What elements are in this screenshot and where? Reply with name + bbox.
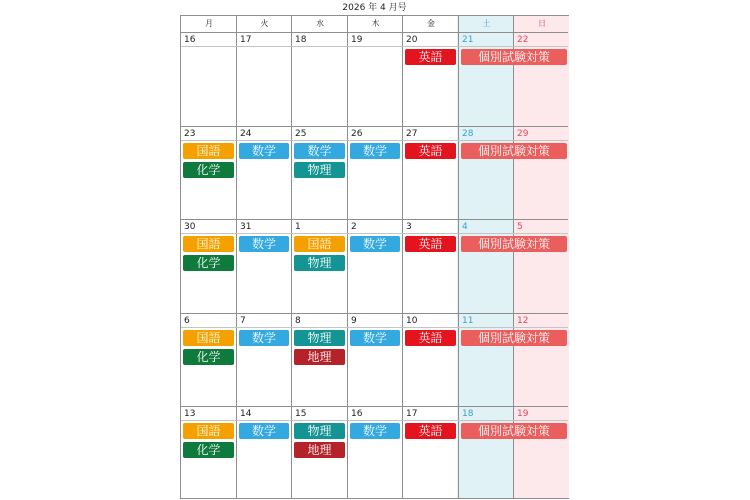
event-tag-chiri[interactable]: 地理	[294, 442, 345, 458]
event-tag-kobetsu[interactable]: 個別試験対策	[461, 143, 567, 159]
day-number[interactable]: 27	[406, 129, 418, 139]
event-tag-eigo[interactable]: 英語	[405, 330, 456, 346]
day-number[interactable]: 16	[184, 35, 196, 45]
event-tag-kagaku[interactable]: 化学	[183, 442, 234, 458]
column-divider	[458, 16, 459, 498]
event-tag-chiri[interactable]: 地理	[294, 349, 345, 365]
daynum-divider	[181, 233, 568, 234]
day-number[interactable]: 26	[351, 129, 363, 139]
day-number[interactable]: 9	[351, 316, 357, 326]
event-tag-eigo[interactable]: 英語	[405, 236, 456, 252]
day-number[interactable]: 29	[517, 129, 529, 139]
week-divider	[181, 126, 568, 127]
day-number[interactable]: 17	[406, 409, 418, 419]
day-number[interactable]: 4	[462, 222, 468, 232]
weekday-header-4: 金	[427, 19, 435, 28]
day-number[interactable]: 19	[517, 409, 529, 419]
event-tag-kokugo[interactable]: 国語	[183, 236, 234, 252]
day-number[interactable]: 8	[295, 316, 301, 326]
event-tag-kokugo[interactable]: 国語	[183, 330, 234, 346]
monthly-calendar	[180, 15, 569, 499]
day-number[interactable]: 1	[295, 222, 301, 232]
event-tag-kobetsu[interactable]: 個別試験対策	[461, 330, 567, 346]
column-divider	[347, 16, 348, 498]
event-tag-kobetsu[interactable]: 個別試験対策	[461, 423, 567, 439]
week-divider	[181, 219, 568, 220]
event-tag-sugaku[interactable]: 数学	[239, 143, 289, 159]
day-number[interactable]: 30	[184, 222, 196, 232]
daynum-divider	[181, 140, 568, 141]
event-tag-kobetsu[interactable]: 個別試験対策	[461, 236, 567, 252]
weekday-header-1: 火	[260, 19, 269, 28]
event-tag-butsuri[interactable]: 物理	[294, 162, 345, 178]
daynum-divider	[181, 327, 568, 328]
day-number[interactable]: 5	[517, 222, 523, 232]
daynum-divider	[181, 46, 568, 47]
day-number[interactable]: 16	[351, 409, 363, 419]
weekday-header-3: 木	[371, 19, 380, 28]
header-divider	[181, 32, 568, 33]
event-tag-kagaku[interactable]: 化学	[183, 349, 234, 365]
event-tag-sugaku[interactable]: 数学	[239, 330, 289, 346]
event-tag-sugaku[interactable]: 数学	[350, 143, 400, 159]
day-number[interactable]: 21	[462, 35, 474, 45]
event-tag-sugaku[interactable]: 数学	[350, 330, 400, 346]
event-tag-sugaku[interactable]: 数学	[239, 423, 289, 439]
day-number[interactable]: 23	[184, 129, 196, 139]
event-tag-butsuri[interactable]: 物理	[294, 255, 345, 271]
event-tag-sugaku[interactable]: 数学	[239, 236, 289, 252]
day-number[interactable]: 13	[184, 409, 196, 419]
event-tag-sugaku[interactable]: 数学	[294, 143, 345, 159]
day-number[interactable]: 11	[462, 316, 474, 326]
event-tag-sugaku[interactable]: 数学	[350, 423, 400, 439]
column-divider	[236, 16, 237, 498]
event-tag-kokugo[interactable]: 国語	[183, 423, 234, 439]
day-number[interactable]: 6	[184, 316, 190, 326]
day-number[interactable]: 18	[295, 35, 307, 45]
event-tag-eigo[interactable]: 英語	[405, 143, 456, 159]
column-divider	[402, 16, 403, 498]
event-tag-eigo[interactable]: 英語	[405, 423, 456, 439]
week-divider	[181, 313, 568, 314]
day-number[interactable]: 10	[406, 316, 418, 326]
day-number[interactable]: 15	[295, 409, 307, 419]
event-tag-kagaku[interactable]: 化学	[183, 162, 234, 178]
day-number[interactable]: 22	[517, 35, 529, 45]
event-tag-kagaku[interactable]: 化学	[183, 255, 234, 271]
day-number[interactable]: 24	[240, 129, 252, 139]
day-number[interactable]: 12	[517, 316, 529, 326]
day-number[interactable]: 2	[351, 222, 357, 232]
calendar-title: 2026 年 4 月号	[342, 3, 407, 13]
column-divider	[291, 16, 292, 498]
weekday-header-0: 月	[205, 19, 213, 28]
event-tag-sugaku[interactable]: 数学	[350, 236, 400, 252]
day-number[interactable]: 14	[240, 409, 252, 419]
day-number[interactable]: 31	[240, 222, 252, 232]
event-tag-eigo[interactable]: 英語	[405, 49, 456, 65]
weekday-header-5: 土	[482, 19, 491, 28]
day-number[interactable]: 3	[406, 222, 412, 232]
event-tag-kokugo[interactable]: 国語	[183, 143, 234, 159]
day-number[interactable]: 25	[295, 129, 307, 139]
event-tag-butsuri[interactable]: 物理	[294, 423, 345, 439]
weekday-header-2: 水	[316, 19, 324, 28]
day-number[interactable]: 18	[462, 409, 474, 419]
day-number[interactable]: 17	[240, 35, 252, 45]
event-tag-kobetsu[interactable]: 個別試験対策	[461, 49, 567, 65]
event-tag-butsuri[interactable]: 物理	[294, 330, 345, 346]
day-number[interactable]: 28	[462, 129, 474, 139]
event-tag-kokugo[interactable]: 国語	[294, 236, 345, 252]
daynum-divider	[181, 420, 568, 421]
week-divider	[181, 406, 568, 407]
day-number[interactable]: 20	[406, 35, 418, 45]
day-number[interactable]: 7	[240, 316, 246, 326]
day-number[interactable]: 19	[351, 35, 363, 45]
weekday-header-6: 日	[538, 19, 546, 28]
